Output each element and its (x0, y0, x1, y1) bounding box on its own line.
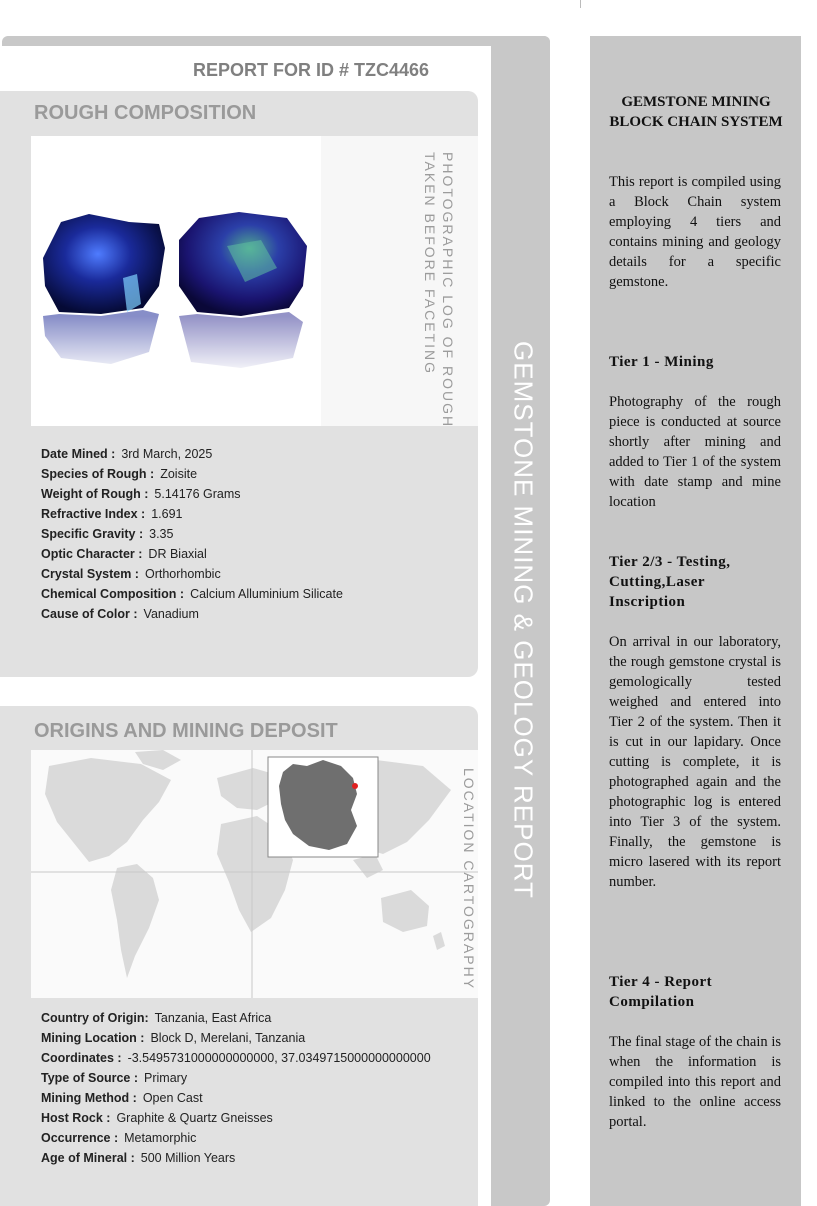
prop-country-of-origin: Country of Origin: Tanzania, East Africa (41, 1011, 272, 1025)
separator-mark (580, 0, 581, 8)
prop-coordinates: Coordinates : -3.5495731000000000000, 37.0349715000000000000 (41, 1051, 431, 1065)
origins-panel (0, 706, 478, 1206)
top-bar (2, 36, 550, 46)
sidebar-title: GEMSTONE MINING BLOCK CHAIN SYSTEM (609, 94, 783, 130)
prop-refractive-index: Refractive Index : 1.691 (41, 507, 183, 521)
map-caption: LOCATION CARTOGRAPHY (461, 768, 477, 991)
prop-mining-location: Mining Location : Block D, Merelani, Tanzania (41, 1031, 306, 1045)
prop-occurrence: Occurrence : Metamorphic (41, 1131, 197, 1145)
tier23-heading: Tier 2/3 - Testing, Cutting,Laser Inscription (609, 554, 731, 610)
prop-host-rock: Host Rock : Graphite & Quartz Gneisses (41, 1111, 273, 1125)
tier1-text: Photography of the rough piece is conducted at source shortly after mining and added to Tier 1 of the system with date stamp and mine location (609, 394, 781, 510)
tier4-text: The final stage of the chain is when the information is compiled into this report and linked to the online access portal. (609, 1034, 781, 1130)
rough-properties (41, 444, 343, 624)
prop-weight: Weight of Rough : 5.14176 Grams (41, 487, 241, 501)
world-map-image (31, 750, 478, 998)
mine-location-marker (352, 783, 358, 789)
prop-specific-gravity: Specific Gravity : 3.35 (41, 527, 174, 541)
tier4-heading: Tier 4 - Report Compilation (609, 974, 713, 1010)
sidebar-intro: This report is compiled using a Block Chain system employing 4 tiers and contains mining and geology details for a specific gemstone. (609, 174, 781, 290)
prop-crystal-system: Crystal System : Orthorhombic (41, 567, 221, 581)
rough-composition-title: ROUGH COMPOSITION (34, 102, 257, 124)
photo-caption-line1: PHOTOGRAPHIC LOG OF ROUGH (440, 152, 456, 429)
rough-composition-panel (0, 91, 478, 677)
tier23-text: On arrival in our laboratory, the rough gemstone crystal is gemologically tested weighed and entered into Tier 2 of the system. Then it is cut in our lapidary. Once cutting is complete, it is photographed again and the photographic log is entered into Tier 3 of the system. Finally, the gemstone is micro lasered with its report number. (609, 634, 781, 890)
spine-title: GEMSTONE MINING & GEOLOGY REPORT (508, 341, 539, 899)
prop-species: Species of Rough : Zoisite (41, 467, 198, 481)
rough-photo (31, 136, 321, 426)
rough-gemstones-image (31, 136, 321, 426)
prop-age-of-mineral: Age of Mineral : 500 Million Years (41, 1151, 236, 1165)
prop-date-mined: Date Mined : 3rd March, 2025 (41, 447, 213, 461)
prop-mining-method: Mining Method : Open Cast (41, 1091, 203, 1105)
prop-type-of-source: Type of Source : Primary (41, 1071, 188, 1085)
origins-properties (41, 1008, 431, 1168)
origins-title: ORIGINS AND MINING DEPOSIT (34, 720, 338, 742)
rough-photo-side (321, 136, 478, 429)
photo-caption-line2: TAKEN BEFORE FACETING (422, 152, 438, 375)
report-id-title: REPORT FOR ID # TZC4466 (193, 60, 430, 80)
prop-optic-character: Optic Character : DR Biaxial (41, 547, 207, 561)
location-map (31, 750, 478, 998)
prop-cause-of-color: Cause of Color : Vanadium (41, 607, 199, 621)
tier1-heading: Tier 1 - Mining (609, 354, 714, 370)
prop-chemical-composition: Chemical Composition : Calcium Alluminium Silicate (41, 587, 343, 601)
